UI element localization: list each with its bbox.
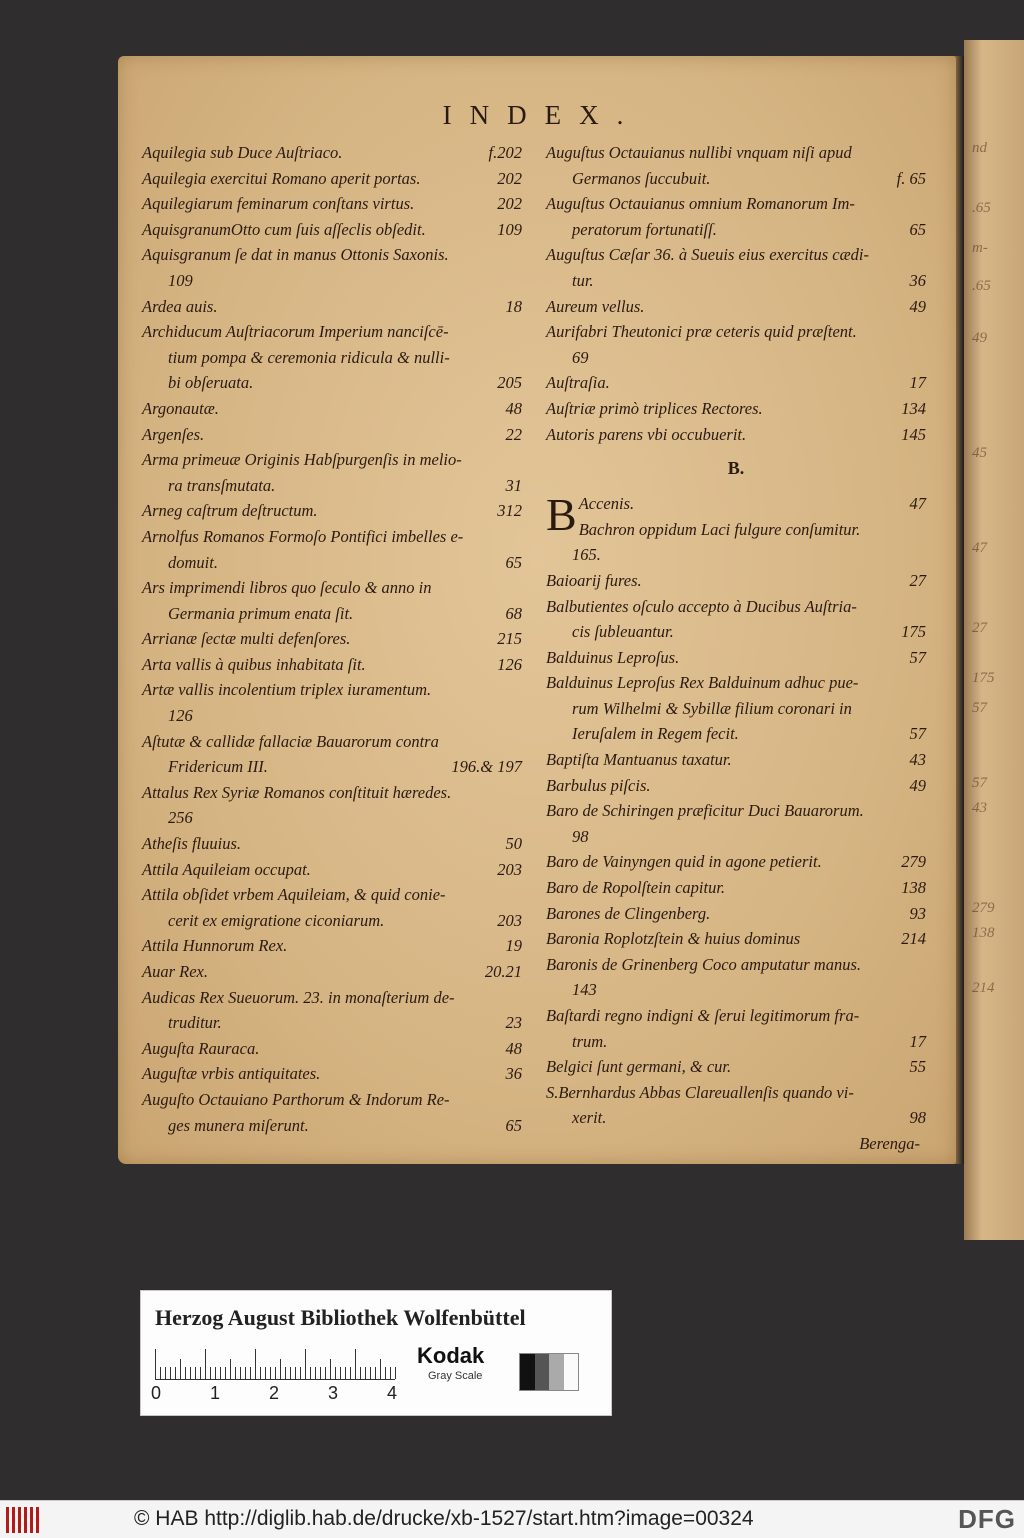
index-entry (142, 857, 522, 883)
index-entry (546, 594, 926, 645)
entry-page-ref: 202 (497, 168, 522, 188)
entry-page-ref: 65 (505, 552, 522, 572)
entry-page-ref: 203 (497, 859, 522, 879)
entry-text: Baro de Schiringen præficitur Duci Bauarorum. (546, 801, 864, 821)
entry-page-ref: 175 (901, 622, 926, 642)
entry-text: Aquilegia sub Duce Auſtriaco. (142, 143, 343, 162)
ghost-text: .65 (972, 278, 991, 294)
entry-text: Barones de Clingenberg. (546, 903, 711, 923)
entry-text: Belgici ſunt germani, & cur. (546, 1057, 732, 1077)
entry-page-ref: 215 (497, 629, 522, 649)
entry-page-ref: 43 (909, 750, 926, 770)
entry-text: Atheſis fluuius. (142, 834, 241, 854)
scale-number: 0 (151, 1383, 162, 1403)
entry-page-ref: 134 (901, 398, 926, 418)
ruler-tick (180, 1359, 181, 1379)
index-entry (142, 294, 522, 320)
index-entry (546, 798, 926, 849)
index-entry (142, 140, 522, 166)
ruler-tick (245, 1367, 246, 1379)
swatch-black (520, 1354, 535, 1390)
entry-page-ref: 48 (505, 398, 522, 418)
entry-page-ref: 27 (909, 570, 926, 590)
entry-text: Balduinus Leproſus. (546, 647, 680, 667)
index-entry (546, 747, 926, 773)
scale-number: 2 (269, 1383, 280, 1403)
index-column-left (142, 140, 522, 1138)
ruler-tick (210, 1367, 211, 1379)
entry-page-ref: 31 (505, 475, 522, 495)
kodak-logo: Kodak (417, 1343, 485, 1368)
ghost-text: 49 (972, 330, 987, 346)
index-entry (546, 294, 926, 320)
index-entry (142, 985, 522, 1036)
catchword: Berenga- (859, 1133, 920, 1153)
footer-credit: © HAB http://diglib.hab.de/drucke/xb-1527/start.htm?image=00324 (134, 1507, 754, 1530)
entry-text: ra transſmutata. (168, 475, 276, 495)
entry-text: Arnolfus Romanos Formoſo Pontifici imbelles e- (142, 526, 464, 546)
ruler-tick (305, 1349, 306, 1379)
entry-text: Baioarij fures. (546, 570, 642, 590)
index-entry (142, 780, 522, 831)
entry-text: Germanos ſuccubuit. (572, 168, 711, 188)
entry-page-ref: 48 (505, 1038, 522, 1058)
entry-text: Auguſta Rauraca. (142, 1038, 260, 1058)
entry-page-ref: 18 (505, 296, 522, 316)
index-entry (546, 875, 926, 901)
entry-text: 165. (572, 545, 601, 565)
index-entry (546, 926, 926, 952)
ruler-tick (170, 1367, 171, 1379)
entry-text: domuit. (168, 552, 218, 572)
index-entry (546, 319, 926, 370)
ruler-tick (370, 1367, 371, 1379)
ruler-tick (395, 1367, 396, 1379)
index-entry (546, 1003, 926, 1054)
entry-page-ref: 47 (909, 494, 926, 514)
entry-text: tur. (572, 270, 594, 290)
entry-text: Bachron oppidum Laci fulgure conſumitur. (578, 519, 861, 539)
entry-page-ref: 196.& 197 (451, 757, 522, 777)
scale-number: 1 (210, 1383, 221, 1403)
index-entry (546, 491, 926, 568)
entry-text: Auar Rex. (142, 962, 208, 981)
entry-page-ref: 49 (909, 296, 926, 316)
entry-text: Autoris parens vbi occubuerit. (546, 424, 747, 444)
entry-text: Auguſtus Cæſar 36. à Sueuis eius exercitus cædi- (546, 245, 869, 265)
ruler-tick (335, 1367, 336, 1379)
scale-number: 4 (387, 1383, 398, 1403)
entry-text: Aſtutæ & callidæ fallaciæ Bauarorum contra (142, 731, 439, 751)
entry-text: rum Wilhelmi & Sybillæ filium coronari in (572, 698, 852, 718)
entry-text: Auguſto Octauiano Parthorum & Indorum Re- (142, 1089, 450, 1109)
index-entry (142, 626, 522, 652)
index-entry (142, 575, 522, 626)
index-entry (142, 959, 522, 985)
entry-text: bi obſeruata. (168, 373, 254, 393)
ruler-tick (200, 1367, 201, 1379)
entry-text: Baro de Ropolſtein capitur. (546, 878, 726, 898)
entry-page-ref: 55 (909, 1057, 926, 1077)
entry-text: Ars imprimendi libros quo ſeculo & anno in (142, 578, 432, 598)
ruler-tick (365, 1367, 366, 1379)
entry-text: cis ſubleuantur. (572, 622, 674, 642)
entry-text: Balbutientes oſculo accepto à Ducibus Auſtria- (546, 596, 857, 616)
index-entry (142, 242, 522, 293)
index-entry (142, 396, 522, 422)
index-entry (546, 370, 926, 396)
entry-page-ref: 57 (909, 724, 926, 744)
entry-text: Accenis. (578, 494, 635, 514)
index-entry (546, 191, 926, 242)
ruler-tick (355, 1349, 356, 1379)
entry-text: S.Bernhardus Abbas Clareuallenſis quando vi- (546, 1082, 854, 1102)
index-entry (546, 645, 926, 671)
entry-page-ref: 23 (505, 1013, 522, 1033)
entry-text: truditur. (168, 1013, 222, 1033)
index-entries-b (546, 491, 926, 1131)
entry-text: Aquilegiarum feminarum conſtans virtus. (142, 194, 415, 214)
index-entry (142, 677, 522, 728)
ruler-tick (360, 1367, 361, 1379)
ruler-tick (205, 1349, 206, 1379)
card-title: Herzog August Bibliothek Wolfenbüttel (155, 1305, 526, 1330)
entry-text: Barbulus piſcis. (546, 775, 651, 795)
ruler-tick (300, 1367, 301, 1379)
entry-text: Argonautæ. (142, 398, 219, 418)
entry-text: Auſtraſia. (546, 373, 610, 393)
index-entry (142, 217, 522, 243)
entry-page-ref: 205 (497, 373, 522, 393)
ruler-tick (220, 1367, 221, 1379)
index-entry (142, 524, 522, 575)
index-entries-a (546, 140, 926, 447)
index-column-right (546, 140, 926, 1157)
ruler-tick (280, 1359, 281, 1379)
entry-text: Aurifabri Theutonici præ ceteris quid præſtent. (546, 322, 857, 342)
entry-text: Aureum vellus. (546, 296, 645, 316)
entry-text: Auguſtus Octauianus omnium Romanorum Im- (546, 194, 855, 214)
entry-page-ref: 57 (909, 647, 926, 667)
index-entry (546, 952, 926, 1003)
index-entry (142, 652, 522, 678)
entry-text: xerit. (572, 1108, 607, 1128)
index-entry (546, 773, 926, 799)
entry-text: Arma primeuæ Originis Habſpurgenſis in melio- (142, 450, 462, 470)
index-entry (142, 422, 522, 448)
ghost-text: .65 (972, 200, 991, 216)
entry-text: Attila Aquileiam occupat. (142, 859, 311, 879)
entry-text: Baronia Roplotzſtein & huius dominus (546, 929, 801, 949)
ghost-text: 214 (972, 980, 995, 996)
ruler-tick (255, 1349, 256, 1379)
hab-logo-icon (6, 1507, 44, 1533)
ghost-text: 47 (972, 540, 987, 556)
index-entry (142, 447, 522, 498)
ruler-tick (260, 1367, 261, 1379)
entry-text: ges munera miſerunt. (168, 1115, 309, 1135)
ruler-tick (375, 1367, 376, 1379)
entry-text: Balduinus Leproſus Rex Balduinum adhuc pue- (546, 673, 859, 693)
swatch-mid (549, 1354, 564, 1390)
entry-text: Artæ vallis incolentium triplex iuramentum. (142, 680, 432, 700)
ruler-tick (320, 1367, 321, 1379)
ghost-text: 27 (972, 620, 987, 636)
index-entry (546, 568, 926, 594)
index-entry (142, 319, 522, 396)
entry-text: Audicas Rex Sueuorum. 23. in monaſterium de- (142, 987, 455, 1007)
dfg-logo: DFG (958, 1504, 1016, 1534)
drop-cap: B (546, 489, 577, 541)
color-reference-card (140, 1290, 612, 1416)
entry-page-ref: 65 (505, 1115, 522, 1135)
ruler-tick (240, 1367, 241, 1379)
index-entry (546, 849, 926, 875)
entry-text: Attila Hunnorum Rex. (142, 936, 288, 956)
ruler-tick (380, 1359, 381, 1379)
index-entry (142, 831, 522, 857)
entry-page-ref: 214 (901, 929, 926, 949)
entry-page-ref: 49 (909, 775, 926, 795)
index-entry (142, 166, 522, 192)
index-entry (142, 191, 522, 217)
entry-text: Baſtardi regno indigni & ſerui legitimorum fra- (546, 1006, 860, 1025)
ruler-tick (190, 1367, 191, 1379)
running-title: INDEX. (442, 100, 642, 130)
entry-page-ref: 93 (909, 903, 926, 923)
index-entry (546, 1080, 926, 1131)
ruler-tick (340, 1367, 341, 1379)
entry-text: Fridericum III. (168, 757, 268, 777)
ruler-tick (315, 1367, 316, 1379)
ghost-text: 138 (972, 925, 995, 941)
entry-page-ref: 202 (497, 194, 522, 214)
entry-page-ref: 17 (909, 373, 926, 393)
ruler-tick (290, 1367, 291, 1379)
index-entry (142, 882, 522, 933)
footer-bar (0, 1500, 1024, 1538)
entry-text: Attalus Rex Syriæ Romanos conſtituit hæredes. (142, 782, 452, 802)
entry-text: cerit ex emigratione ciconiarum. (168, 910, 385, 930)
index-entry (546, 901, 926, 927)
entry-page-ref: 145 (901, 424, 926, 444)
entry-page-ref: 22 (505, 424, 522, 444)
ghost-text: nd (972, 140, 987, 156)
ruler-tick (215, 1367, 216, 1379)
entry-text: Aquilegia exercitui Romano aperit portas. (142, 168, 421, 188)
swatch-dark (535, 1354, 550, 1390)
ghost-text: 45 (972, 445, 987, 461)
entry-text: Argenſes. (142, 424, 205, 444)
ruler-tick (350, 1367, 351, 1379)
entry-text: peratorum fortunatiſſ. (572, 219, 717, 239)
ruler-tick (250, 1367, 251, 1379)
ruler-tick (195, 1367, 196, 1379)
entry-page-ref: 109 (497, 219, 522, 239)
ruler-tick (230, 1359, 231, 1379)
index-entry (546, 242, 926, 293)
index-entry (546, 670, 926, 747)
entry-page-ref: 17 (909, 1031, 926, 1051)
ruler-tick (175, 1367, 176, 1379)
ruler-tick (225, 1367, 226, 1379)
entry-text: 109 (168, 270, 193, 290)
entry-text: Ardea auis. (142, 296, 218, 316)
entry-text: 98 (572, 826, 589, 846)
ruler-tick (345, 1367, 346, 1379)
adjacent-page-edge (964, 40, 1024, 1240)
entry-text: Archiducum Auſtriacorum Imperium nanciſcē- (142, 322, 449, 342)
entry-text: tium pompa & ceremonia ridicula & nulli- (168, 347, 450, 367)
entry-page-ref: 312 (497, 501, 522, 521)
ruler-tick (235, 1367, 236, 1379)
entry-page-ref: 50 (505, 834, 522, 854)
entry-page-ref: 279 (901, 852, 926, 872)
ruler-tick (385, 1367, 386, 1379)
ruler-tick (185, 1367, 186, 1379)
entry-text: 126 (168, 706, 193, 726)
entry-page-ref: 19 (505, 936, 522, 956)
ruler-tick (390, 1367, 391, 1379)
entry-page-ref: f. 65 (896, 168, 926, 188)
gray-swatches (519, 1353, 579, 1391)
entry-text: 143 (572, 980, 597, 1000)
entry-page-ref: 138 (901, 878, 926, 898)
ruler-tick (325, 1367, 326, 1379)
ruler-tick (165, 1367, 166, 1379)
entry-text: Attila obſidet vrbem Aquileiam, & quid conie- (142, 885, 446, 905)
index-entry (546, 140, 926, 191)
entry-page-ref: f.202 (488, 143, 522, 162)
ruler-tick (155, 1349, 156, 1379)
scale-number: 3 (328, 1383, 339, 1403)
ghost-text: 57 (972, 775, 987, 791)
ghost-text: 279 (972, 900, 995, 916)
entry-page-ref: 36 (505, 1064, 522, 1084)
index-entry (142, 1087, 522, 1138)
entry-page-ref: 36 (909, 270, 926, 290)
index-entry (142, 729, 522, 780)
index-entry (142, 1036, 522, 1062)
entry-text: Auſtriæ primò triplices Rectores. (546, 398, 763, 418)
index-entry (142, 1061, 522, 1087)
index-entry (546, 422, 926, 448)
entry-text: trum. (572, 1031, 608, 1051)
entry-page-ref: 98 (909, 1108, 926, 1128)
entry-text: 69 (572, 347, 589, 367)
entry-text: Baptiſta Mantuanus taxatur. (546, 750, 732, 770)
ruler-tick (270, 1367, 271, 1379)
entry-text: Arrianæ ſectæ multi defenſores. (142, 629, 351, 649)
entry-text: Arta vallis à quibus inhabitata ſit. (142, 654, 366, 674)
ruler-tick (310, 1367, 311, 1379)
entry-text: Germania primum enata ſit. (168, 603, 354, 623)
gray-scale-label: Gray Scale (428, 1370, 483, 1382)
entry-text: Aquisgranum ſe dat in manus Ottonis Saxonis. (142, 245, 449, 265)
ghost-text: 43 (972, 800, 987, 816)
entry-text: Baro de Vainyngen quid in agone petierit. (546, 852, 822, 872)
swatch-white (564, 1354, 579, 1390)
ghost-text: 57 (972, 700, 987, 716)
entry-text: Auguſtus Octauianus nullibi vnquam niſi apud (546, 143, 852, 162)
ruler-tick (285, 1367, 286, 1379)
index-entry (546, 1054, 926, 1080)
ruler-tick (275, 1367, 276, 1379)
entry-page-ref: 20.21 (484, 962, 522, 981)
ruler-tick (330, 1359, 331, 1379)
ghost-text: 175 (972, 670, 995, 686)
index-entry (142, 933, 522, 959)
entry-text: Auguſtæ vrbis antiquitates. (142, 1064, 321, 1084)
ruler-tick (160, 1367, 161, 1379)
entry-page-ref: 203 (497, 910, 522, 930)
ruler-tick (265, 1367, 266, 1379)
entry-text: Baronis de Grinenberg Coco amputatur manus. (546, 954, 862, 974)
entry-page-ref: 68 (505, 603, 522, 623)
ruler-tick (295, 1367, 296, 1379)
entry-text: Ieruſalem in Regem fecit. (572, 724, 739, 744)
entry-text: 256 (168, 808, 193, 828)
index-entry (546, 396, 926, 422)
ghost-text: m- (972, 240, 988, 256)
entry-page-ref: 65 (909, 219, 926, 239)
entry-page-ref: 126 (497, 654, 522, 674)
entry-text: Arneg caſtrum deſtructum. (142, 501, 318, 521)
section-letter-b: B. (727, 458, 745, 479)
entry-text: AquisgranumOtto cum ſuis aſſeclis obſedit. (142, 219, 426, 239)
index-entry (142, 498, 522, 524)
